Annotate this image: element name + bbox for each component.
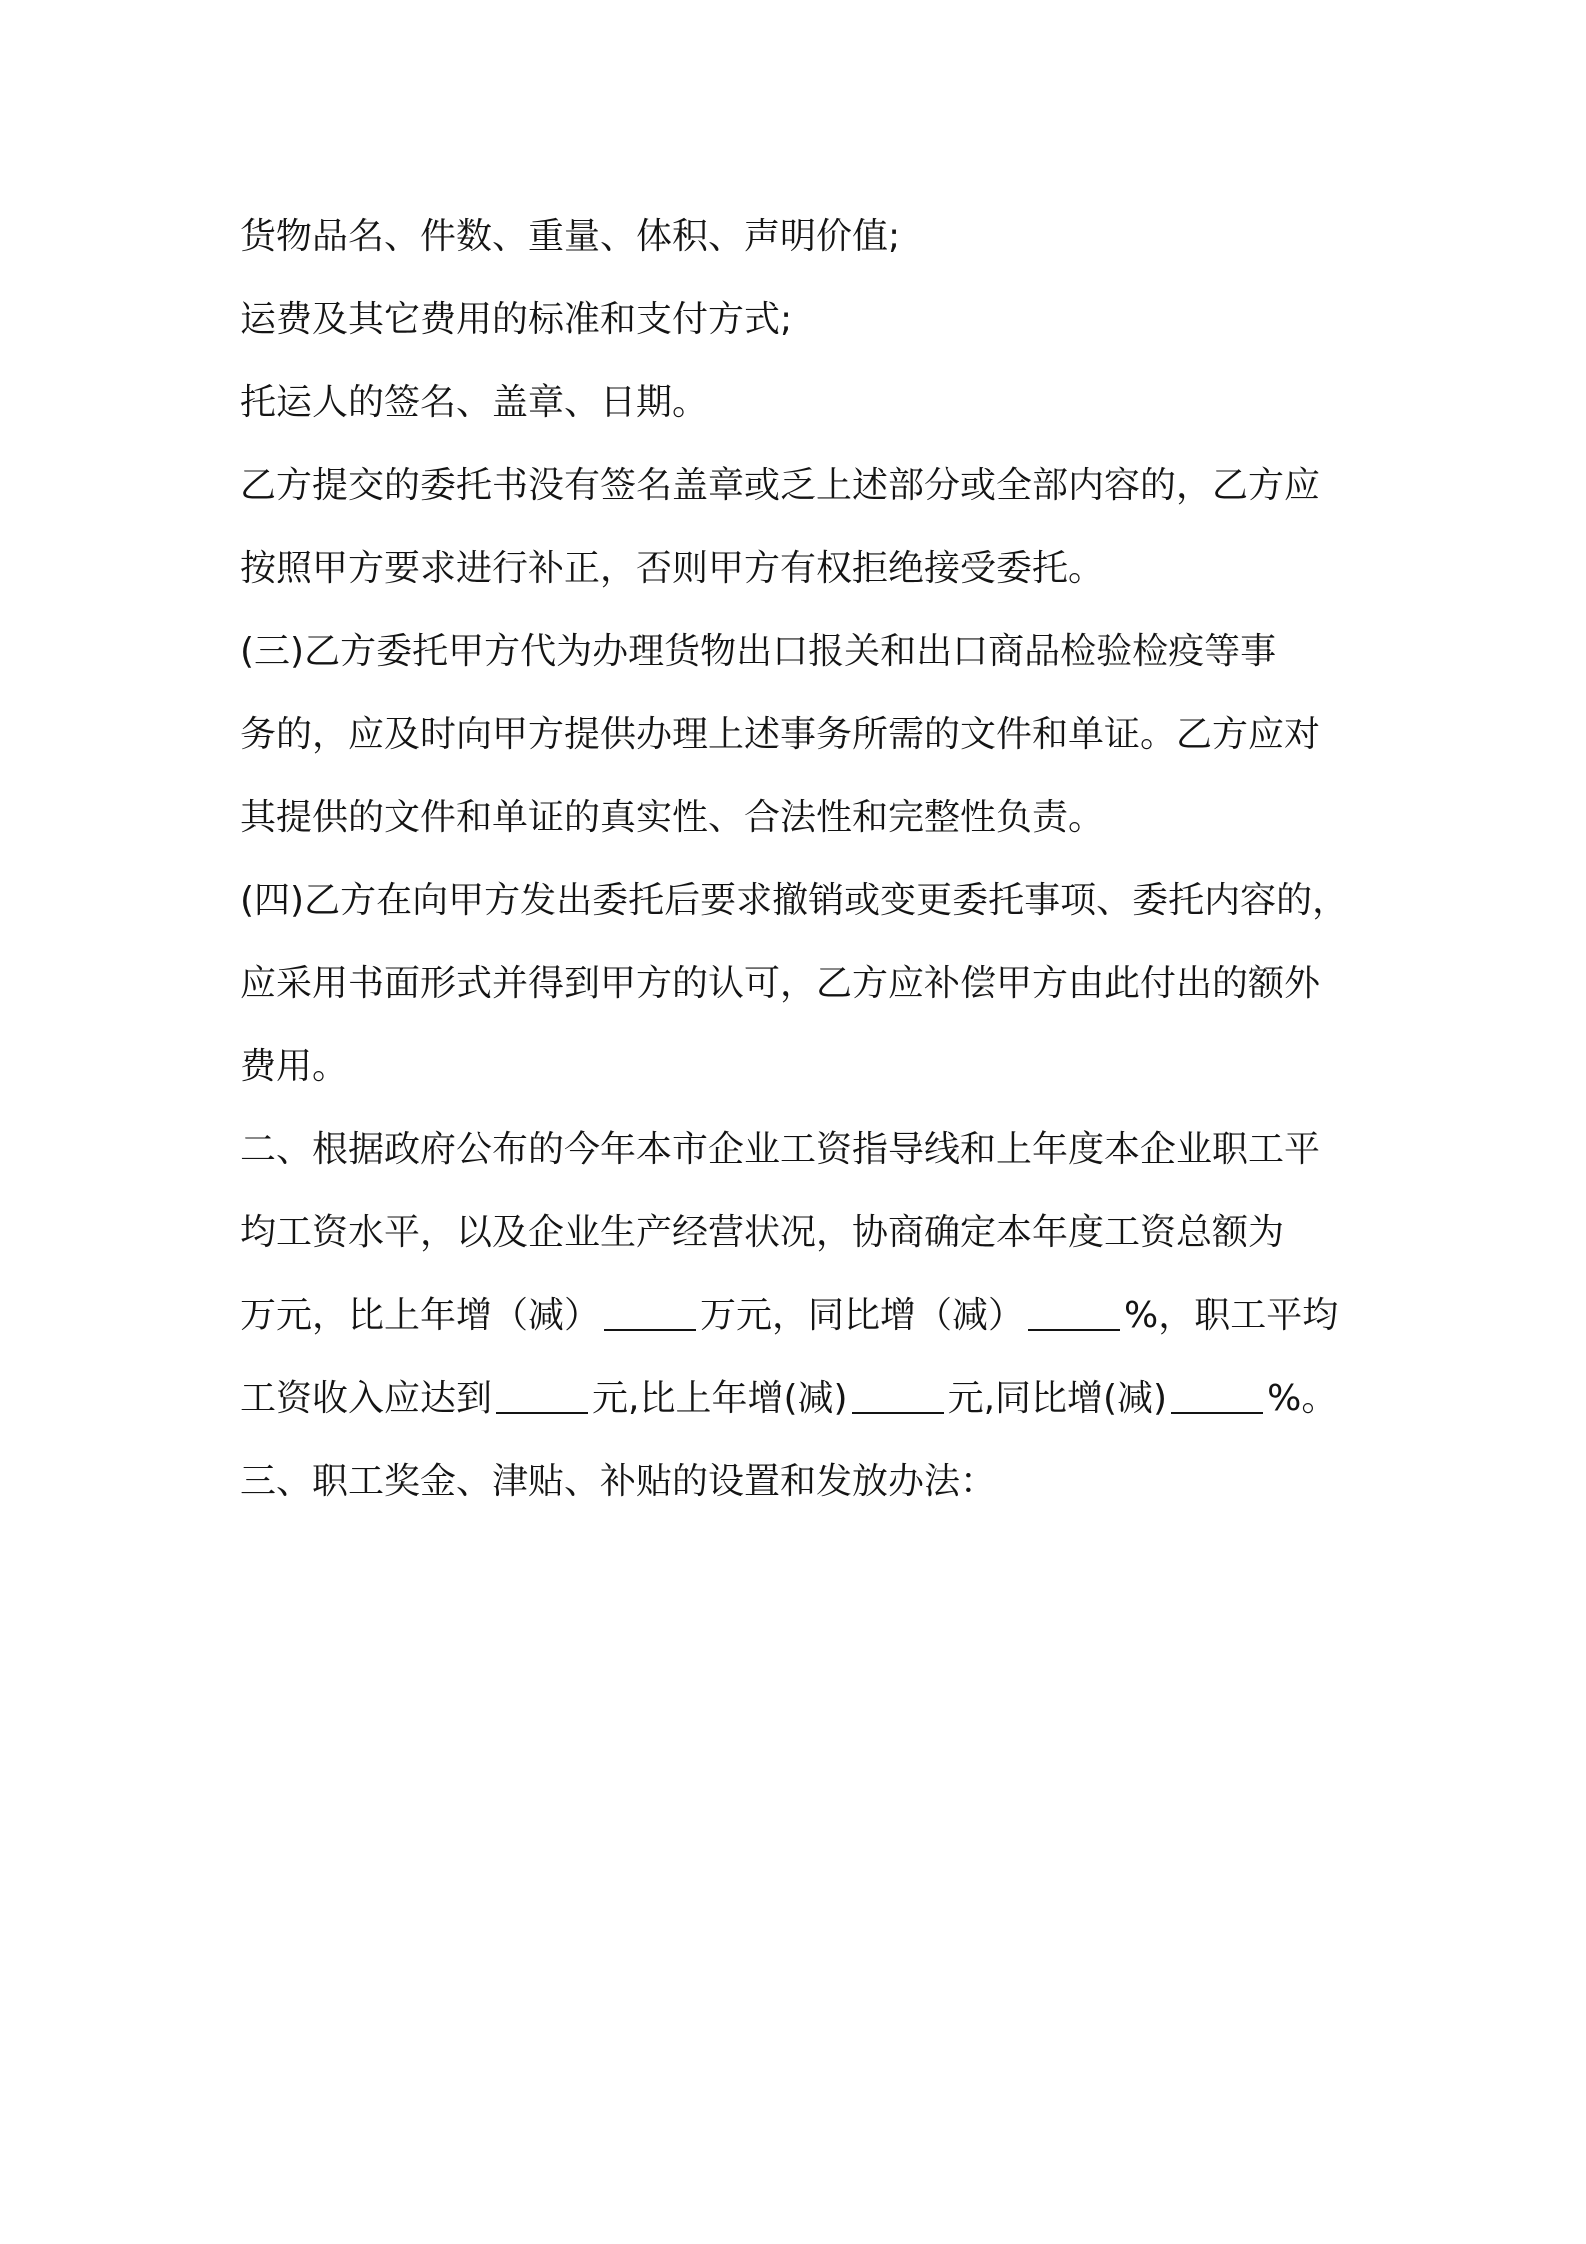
blank-field xyxy=(1028,1301,1120,1331)
document-body xyxy=(240,195,1385,1523)
paragraph-line: 二、根据政府公布的今年本市企业工资指导线和上年度本企业职工平 xyxy=(240,1129,1321,1170)
paragraph-line: 按照甲方要求进行补正，否则甲方有权拒绝接受委托。 xyxy=(240,548,1105,589)
blank-field xyxy=(1171,1384,1263,1414)
fill-text: 元,比上年增(减) xyxy=(592,1378,848,1419)
paragraph-line: 托运人的签名、盖章、日期。 xyxy=(240,382,709,423)
paragraph-line: 应采用书面形式并得到甲方的认可，乙方应补偿甲方由此付出的额外 xyxy=(240,963,1321,1004)
blank-field xyxy=(496,1384,588,1414)
paragraph-line: 运费及其它费用的标准和支付方式; xyxy=(240,299,793,340)
paragraph-line: 务的，应及时向甲方提供办理上述事务所需的文件和单证。乙方应对 xyxy=(240,714,1321,755)
paragraph-line: 其提供的文件和单证的真实性、合法性和完整性负责。 xyxy=(240,797,1105,838)
blank-field xyxy=(604,1301,696,1331)
fill-text: 元,同比增(减) xyxy=(947,1378,1168,1419)
fill-text: %。 xyxy=(1267,1378,1338,1419)
paragraph-line: 货物品名、件数、重量、体积、声明价值; xyxy=(240,216,901,257)
paragraph-line: 均工资水平，以及企业生产经营状况，协商确定本年度工资总额为 xyxy=(240,1212,1285,1253)
fill-in-line-average-wage xyxy=(240,1357,1385,1440)
fill-text: 万元，同比增（减） xyxy=(700,1295,1025,1336)
blank-field xyxy=(852,1384,944,1414)
fill-in-line-wage-total xyxy=(240,1274,1385,1357)
paragraph-line: (三)乙方委托甲方代为办理货物出口报关和出口商品检验检疫等事 xyxy=(240,631,1277,672)
fill-text: 万元，比上年增（减） xyxy=(240,1295,601,1336)
section-heading: 三、职工奖金、津贴、补贴的设置和发放办法： xyxy=(240,1461,997,1502)
paragraph-line: (四)乙方在向甲方发出委托后要求撤销或变更委托事项、委托内容的， xyxy=(240,880,1349,921)
paragraph-line: 乙方提交的委托书没有签名盖章或乏上述部分或全部内容的，乙方应 xyxy=(240,465,1321,506)
fill-text: %，职工平均 xyxy=(1124,1295,1339,1336)
paragraph-line: 费用。 xyxy=(240,1046,349,1087)
fill-text: 工资收入应达到 xyxy=(240,1378,493,1419)
